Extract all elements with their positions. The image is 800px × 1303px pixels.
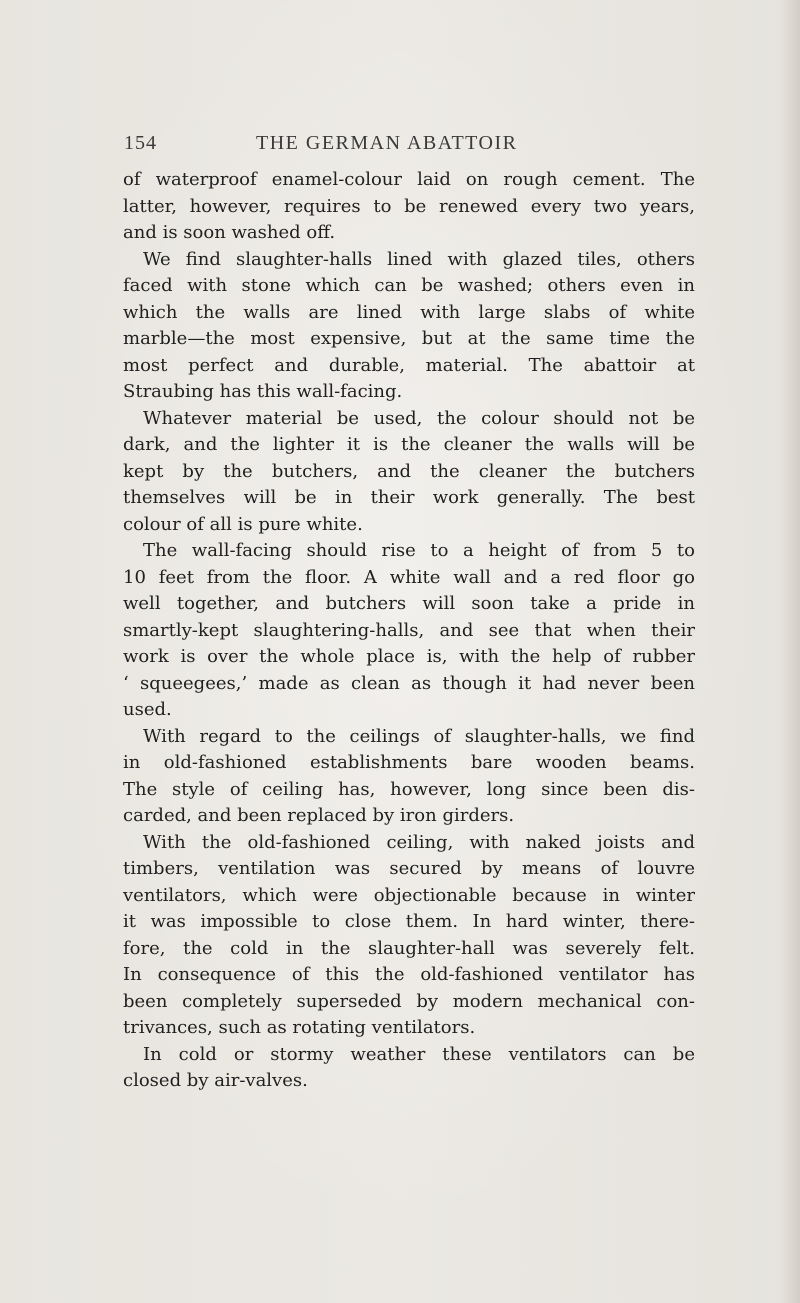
text-line: which the walls are lined with large slabs of white [123,301,695,323]
text-line: colour of all is pure white. [123,513,363,535]
text-line: Whatever material be used, the colour should not be [143,407,695,429]
text-line: and is soon washed off. [123,222,336,243]
text-line: latter, however, requires to be renewed every two years, [123,195,695,217]
text-line: We find slaughter-halls lined with glazed tiles, others [143,248,695,270]
text-line: most perfect and durable, material. The abattoir at [123,354,695,376]
page-number: 154 [124,132,157,154]
text-line: With the old-fashioned ceiling, with naked joists and [143,831,695,853]
text-line: well together, and butchers will soon take a pride in [123,593,695,614]
text-line: of waterproof enamel-colour laid on rough cement. The [123,169,695,190]
text-line: With regard to the ceilings of slaughter-halls, we find [143,725,695,747]
text-line: In consequence of this the old-fashioned ventilator has [123,964,695,985]
running-title: THE GERMAN ABATTOIR [256,132,518,154]
text-line: ‘ squeegees,’ made as clean as though it had never been [123,672,695,694]
text-line: it was impossible to close them. In hard winter, there- [123,911,695,932]
text-line: themselves will be in their work generally. The best [123,487,695,508]
text-line: ventilators, which were objectionable because in winter [123,884,695,906]
text-line: marble—the most expensive, but at the same time the [123,328,695,349]
text-line: fore, the cold in the slaughter-hall was severely felt. [123,937,695,959]
text-line: The wall-facing should rise to a height of from 5 to [143,540,695,561]
text-line: smartly-kept slaughtering-halls, and see that when their [123,619,695,641]
text-line: faced with stone which can be washed; others even in [123,275,695,296]
text-line: timbers, ventilation was secured by means of louvre [123,858,695,879]
text-line: carded, and been replaced by iron girders. [123,805,515,826]
text-line: used. [123,699,172,720]
text-line: kept by the butchers, and the cleaner the butchers [123,460,695,482]
text-line: in old-fashioned establishments bare wooden beams. [123,752,695,773]
body-text [123,167,695,1095]
text-line: trivances, such as rotating ventilators. [123,1017,476,1038]
text-line: In cold or stormy weather these ventilators can be [143,1043,695,1065]
text-line: dark, and the lighter it is the cleaner the walls will be [123,434,695,455]
text-line: work is over the whole place is, with the help of rubber [123,646,695,667]
page-header [124,132,800,160]
text-line: 10 feet from the floor. A white wall and a red floor go [123,566,695,588]
text-line: Straubing has this wall-facing. [123,381,403,402]
text-line: The style of ceiling has, however, long since been dis- [123,778,695,800]
text-line: closed by air-valves. [123,1070,308,1091]
text-line: been completely superseded by modern mechanical con- [123,990,695,1012]
